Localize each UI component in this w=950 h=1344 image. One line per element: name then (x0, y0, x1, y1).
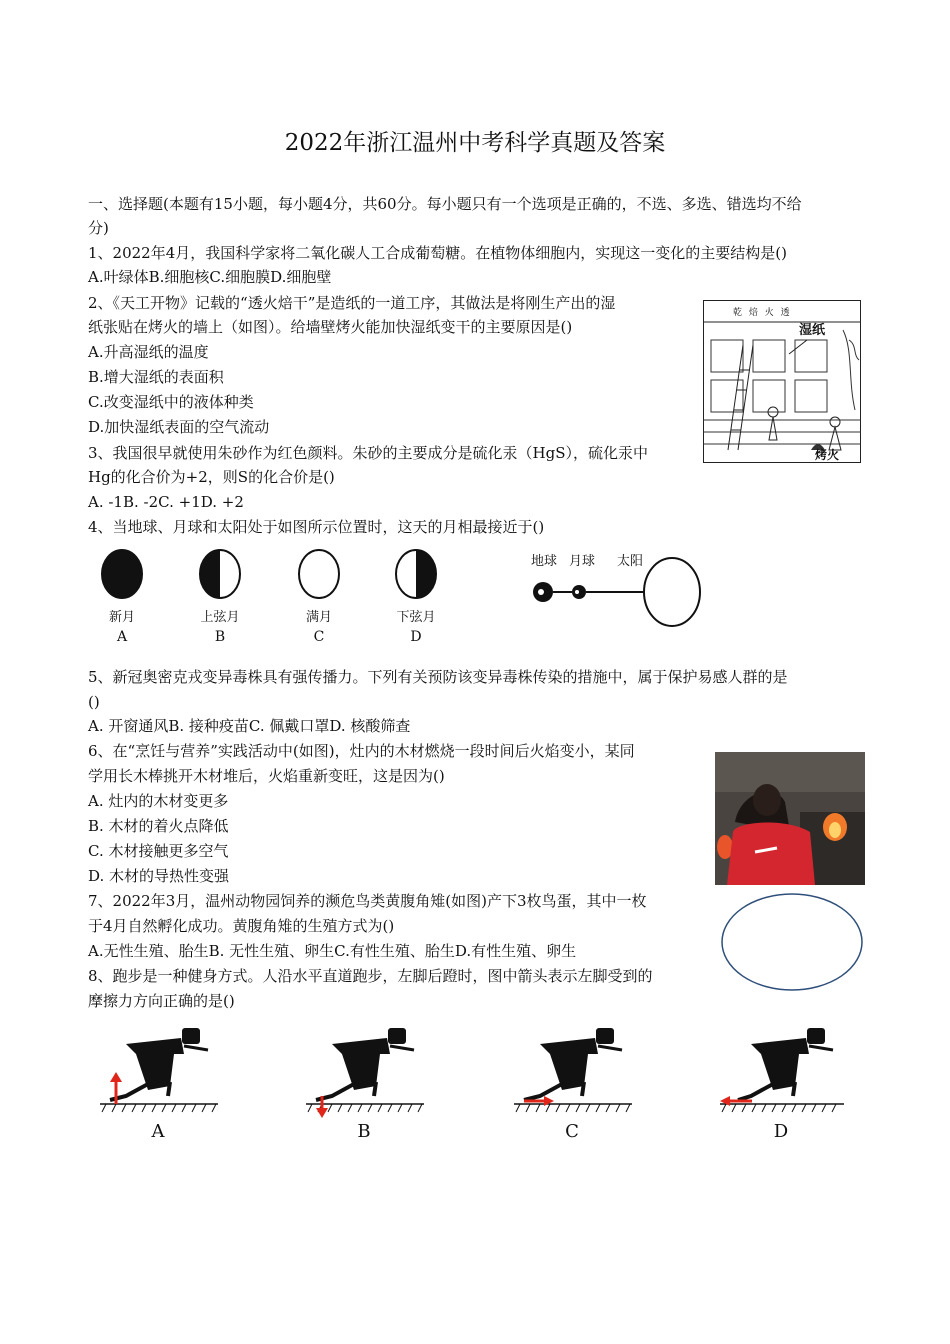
q2-option-c: C.改变湿纸中的液体种类 (88, 393, 254, 411)
q1-options: A.叶绿体B.细胞核C.细胞膜D.细胞壁 (88, 268, 332, 286)
phase-name-d: 下弦月 (396, 610, 436, 625)
q8-stem-line1: 8、跑步是一种健身方式。人沿水平直道跑步，左脚后蹬时，图中箭头表示左脚受到的 (88, 967, 653, 985)
q2-illustration (703, 300, 861, 463)
sun-label: 太阳 (617, 554, 644, 569)
runner-letter-c: C (565, 1121, 579, 1142)
q3-stem-line2: Hg的化合价为+2，则S的化合价是() (88, 468, 335, 486)
q8-runner-c (510, 1024, 635, 1114)
q1-stem: 1、2022年4月，我国科学家将二氧化碳人工合成葡萄糖。在植物体细胞内，实现这一变化的主要结构是() (88, 244, 787, 262)
phase-letter-d: D (410, 629, 422, 645)
q6-option-d: D. 木材的导热性变强 (88, 867, 230, 885)
q4-stem: 4、当地球、月球和太阳处于如图所示位置时，这天的月相最接近于() (88, 518, 545, 536)
runner-letter-a: A (151, 1121, 165, 1142)
phase-letter-b: B (214, 629, 226, 645)
moon-label: 月球 (569, 554, 596, 569)
q6-option-b: B. 木材的着火点降低 (88, 817, 229, 835)
phase-letter-c: C (313, 629, 325, 645)
q4-moon-phases (100, 548, 440, 648)
section-heading-line1: 一、选择题(本题有15小题，每小题4分，共60分。每小题只有一个选项是正确的，不选、多选、错选均不给 (88, 195, 802, 213)
q2-stem-line2: 纸张贴在烤火的墙上（如图）。给墙壁烤火能加快湿纸变干的主要原因是() (88, 318, 573, 336)
q8-runner-b (302, 1024, 427, 1119)
q7-stem-line1: 7、2022年3月，温州动物园饲养的濒危鸟类黄腹角雉(如图)产下3枚鸟蛋，其中一枚 (88, 892, 647, 910)
q2-option-b: B.增大湿纸的表面积 (88, 368, 224, 386)
q6-stem-line1: 6、在“烹饪与营养”实践活动中(如图)，灶内的木材燃烧一段时间后火焰变小，某同 (88, 742, 635, 760)
runner-letter-b: B (357, 1121, 371, 1142)
q2-figure-top-label: 乾 焙 火 透 (733, 308, 792, 318)
q8-runner-a (96, 1024, 221, 1114)
q6-stem-line2: 学用长木棒挑开木材堆后，火焰重新变旺，这是因为() (88, 767, 445, 785)
earth-label: 地球 (531, 554, 558, 569)
q6-option-c: C. 木材接触更多空气 (88, 842, 229, 860)
q5-stem-line2: () (88, 693, 100, 711)
phase-letter-a: A (116, 629, 128, 645)
q7-stem-line2: 于4月自然孵化成功。黄腹角雉的生殖方式为() (88, 917, 395, 935)
q2-figure-label-fire: 烤火 (815, 448, 840, 462)
q8-runner-d (716, 1024, 846, 1114)
q6-option-a: A. 灶内的木材变更多 (88, 792, 229, 810)
section-heading-line2: 分) (88, 219, 109, 237)
phase-name-b: 上弦月 (200, 610, 240, 625)
q3-options: A. -1B. -2C. +1D. +2 (88, 493, 244, 511)
phase-name-c: 满月 (305, 610, 332, 625)
runner-letter-d: D (773, 1121, 789, 1142)
q2-figure-label-wet-paper: 湿纸 (799, 323, 826, 338)
q5-options: A. 开窗通风B. 接种疫苗C. 佩戴口罩D. 核酸筛查 (88, 717, 411, 735)
q7-options: A.无性生殖、胎生B. 无性生殖、卵生C.有性生殖、胎生D.有性生殖、卵生 (88, 942, 577, 960)
q6-cooking-photo (715, 752, 865, 885)
q2-option-a: A.升高湿纸的温度 (88, 343, 209, 361)
page-title: 2022年浙江温州中考科学真题及答案 (284, 130, 666, 156)
q7-bird-figure-placeholder (720, 892, 865, 992)
q2-option-d: D.加快湿纸表面的空气流动 (88, 418, 270, 436)
q8-stem-line2: 摩擦力方向正确的是() (88, 992, 235, 1010)
q3-stem-line1: 3、我国很早就使用朱砂作为红色颜料。朱砂的主要成分是硫化汞（HgS），硫化汞中 (88, 444, 649, 462)
phase-name-a: 新月 (108, 610, 135, 625)
q2-stem-line1: 2、《天工开物》记载的“透火焙干”是造纸的一道工序，其做法是将刚生产出的湿 (88, 294, 616, 312)
q4-earth-moon-sun-diagram (525, 548, 705, 658)
q5-stem-line1: 5、新冠奥密克戎变异毒株具有强传播力。下列有关预防该变异毒株传染的措施中，属于保护易感人群的是 (88, 668, 788, 686)
